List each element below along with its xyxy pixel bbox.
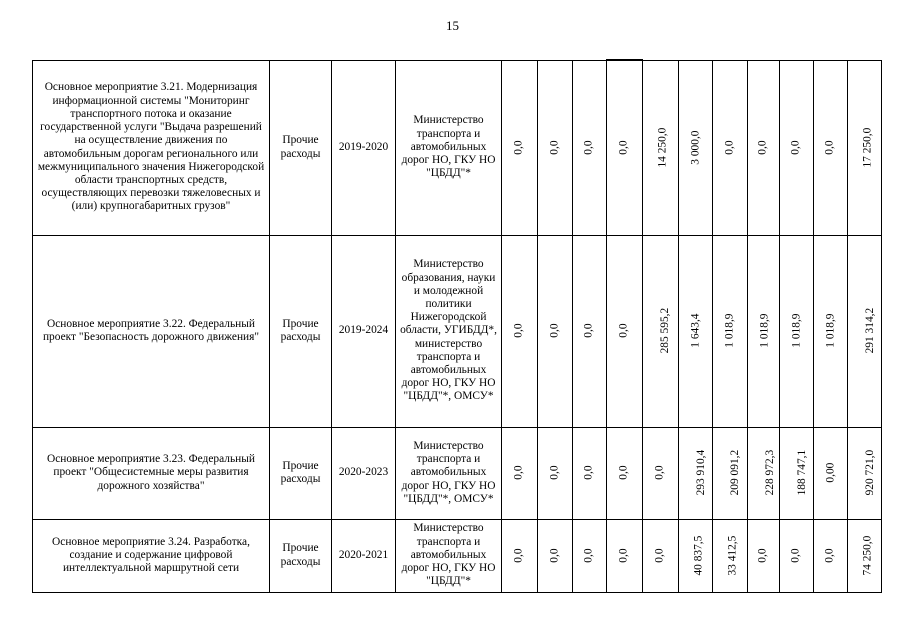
value-text: 228 972,3 xyxy=(764,450,777,496)
value-text: 33 412,5 xyxy=(726,535,739,576)
value-text: 0,0 xyxy=(617,548,630,563)
value-text: 0,0 xyxy=(823,140,836,155)
value-cell xyxy=(848,60,882,235)
value-cell xyxy=(748,235,780,427)
table-row xyxy=(33,427,882,519)
value-text: 0,0 xyxy=(653,465,666,481)
table-row xyxy=(33,60,882,235)
value-cell xyxy=(573,60,607,235)
value-text: 0,0 xyxy=(617,323,630,339)
value-cell xyxy=(502,235,538,427)
value-text: 0,0 xyxy=(823,548,836,563)
executor-cell: Министерство транспорта и автомобильных дорог НО, ГКУ НО "ЦБДД"* xyxy=(396,60,502,235)
value-text: 1 643,4 xyxy=(689,313,702,349)
value-text: 293 910,4 xyxy=(695,450,708,496)
value-cell xyxy=(780,60,814,235)
value-cell xyxy=(573,427,607,519)
value-text: 0,00 xyxy=(823,463,836,483)
value-text: 291 314,2 xyxy=(864,308,877,354)
value-cell xyxy=(538,519,573,592)
value-text: 0,0 xyxy=(548,548,561,563)
value-text: 0,0 xyxy=(512,140,525,155)
value-cell xyxy=(780,427,814,519)
value-text: 0,0 xyxy=(723,140,736,155)
value-cell xyxy=(643,519,679,592)
value-cell xyxy=(502,60,538,235)
value-text: 0,0 xyxy=(582,140,595,155)
value-cell xyxy=(748,60,780,235)
program-activities-table xyxy=(32,59,882,593)
value-text: 0,0 xyxy=(548,323,561,339)
value-cell xyxy=(814,235,848,427)
value-text: 0,0 xyxy=(653,548,666,563)
value-text: 1 018,9 xyxy=(758,313,771,349)
value-cell xyxy=(538,235,573,427)
value-cell xyxy=(848,427,882,519)
value-cell xyxy=(573,235,607,427)
value-text: 0,0 xyxy=(756,140,769,155)
value-cell xyxy=(713,519,748,592)
activity-title-cell: Основное мероприятие 3.24. Разработка, создание и содержание цифровой интеллектуальной маршрутной сети xyxy=(33,519,270,592)
value-cell xyxy=(643,427,679,519)
value-text: 1 018,9 xyxy=(723,313,736,349)
funding-source-cell: Прочие расходы xyxy=(270,60,332,235)
value-text: 0,0 xyxy=(617,465,630,481)
value-cell xyxy=(679,235,713,427)
value-text: 0,0 xyxy=(756,548,769,563)
activity-title-cell: Основное мероприятие 3.23. Федеральный проект "Общесистемные меры развития дорожного хозяйства" xyxy=(33,427,270,519)
value-text: 0,0 xyxy=(548,465,561,481)
table-row xyxy=(33,235,882,427)
value-cell xyxy=(713,427,748,519)
value-text: 0,0 xyxy=(582,323,595,339)
value-cell xyxy=(780,235,814,427)
value-cell xyxy=(848,235,882,427)
funding-source-cell: Прочие расходы xyxy=(270,519,332,592)
value-text: 0,0 xyxy=(617,140,630,155)
value-cell xyxy=(679,427,713,519)
value-text: 920 721,0 xyxy=(864,450,877,496)
activity-title-cell: Основное мероприятие 3.22. Федеральный проект "Безопасность дорожного движения" xyxy=(33,235,270,427)
value-text: 0,0 xyxy=(512,548,525,563)
value-cell xyxy=(607,519,643,592)
table-row xyxy=(33,519,882,592)
value-cell xyxy=(502,427,538,519)
value-cell xyxy=(848,519,882,592)
value-text: 1 018,9 xyxy=(790,313,803,349)
value-text: 74 250,0 xyxy=(861,535,874,576)
executor-cell: Министерство образования, науки и молодежной политики Нижегородской области, УГИБДД*, министерство транспорта и автомобильных дорог НО, ГКУ НО "ЦБДД"*, ОМСУ* xyxy=(396,235,502,427)
value-text: 0,0 xyxy=(512,323,525,339)
activity-title-cell: Основное мероприятие 3.21. Модернизация информационной системы "Мониторинг транспортного потока и оказание государственной услуги "Выдача разрешений на осуществление движения по автомобильным дорогам регионального или межмуниципального значения Нижегородской области транспортных средств, осуществляющих перевозки тяжеловесных и (или) крупногабаритных грузов" xyxy=(33,60,270,235)
value-text: 0,0 xyxy=(789,548,802,563)
period-cell: 2019-2020 xyxy=(332,60,396,235)
value-text: 14 250,0 xyxy=(656,127,669,168)
value-cell xyxy=(643,235,679,427)
value-cell xyxy=(713,235,748,427)
value-cell xyxy=(607,60,643,235)
value-cell xyxy=(713,60,748,235)
value-cell xyxy=(679,519,713,592)
value-cell xyxy=(607,235,643,427)
value-text: 209 091,2 xyxy=(729,450,742,496)
value-cell xyxy=(748,427,780,519)
funding-source-cell: Прочие расходы xyxy=(270,235,332,427)
value-cell xyxy=(780,519,814,592)
value-cell xyxy=(573,519,607,592)
value-text: 40 837,5 xyxy=(692,535,705,576)
value-text: 285 595,2 xyxy=(659,308,672,354)
value-cell xyxy=(538,427,573,519)
value-cell xyxy=(814,427,848,519)
page-number: 15 xyxy=(446,18,459,33)
period-cell: 2019-2024 xyxy=(332,235,396,427)
funding-source-cell: Прочие расходы xyxy=(270,427,332,519)
executor-cell: Министерство транспорта и автомобильных дорог НО, ГКУ НО "ЦБДД"* xyxy=(396,519,502,592)
value-text: 0,0 xyxy=(582,548,595,563)
value-text: 1 018,9 xyxy=(824,313,837,349)
value-cell xyxy=(502,519,538,592)
value-text: 17 250,0 xyxy=(861,127,874,168)
value-cell xyxy=(643,60,679,235)
value-text: 0,0 xyxy=(789,140,802,155)
value-cell xyxy=(814,60,848,235)
value-text: 0,0 xyxy=(548,140,561,155)
period-cell: 2020-2023 xyxy=(332,427,396,519)
value-cell xyxy=(814,519,848,592)
value-text: 0,0 xyxy=(512,465,525,481)
value-text: 188 747,1 xyxy=(796,450,809,496)
value-text: 0,0 xyxy=(582,465,595,481)
value-cell xyxy=(748,519,780,592)
executor-cell: Министерство транспорта и автомобильных дорог НО, ГКУ НО "ЦБДД"*, ОМСУ* xyxy=(396,427,502,519)
value-text: 3 000,0 xyxy=(689,130,702,165)
period-cell: 2020-2021 xyxy=(332,519,396,592)
value-cell xyxy=(538,60,573,235)
value-cell xyxy=(607,427,643,519)
value-cell xyxy=(679,60,713,235)
